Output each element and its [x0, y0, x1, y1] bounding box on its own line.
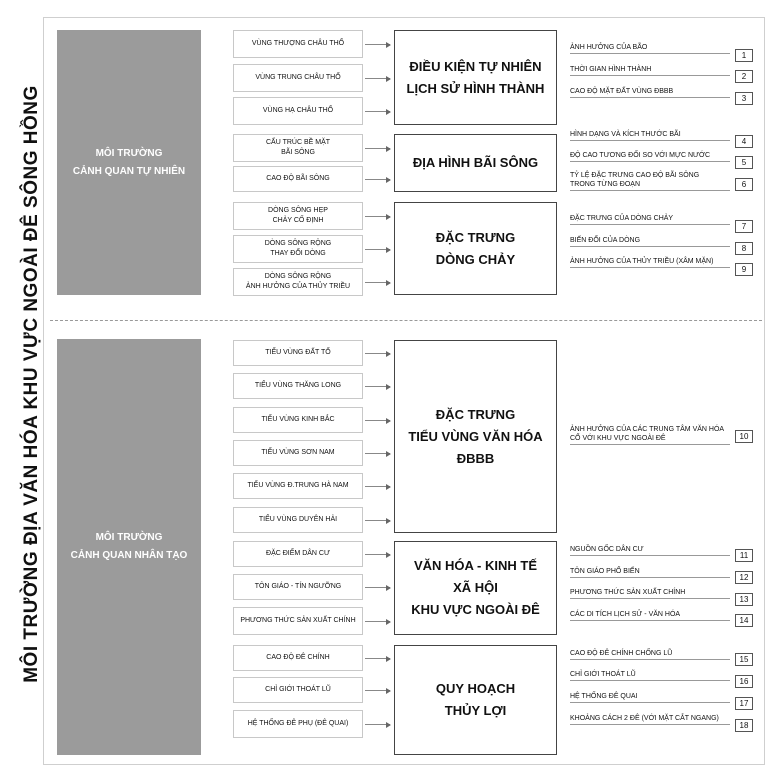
item-number-8: 8 [735, 242, 753, 255]
item-18: KHOẢNG CÁCH 2 ĐÊ (VỚI MẶT CẮT NGANG) [570, 714, 730, 725]
subfactor-lower-delta: VÙNG HẠ CHÂU THỔ [233, 97, 363, 125]
arrow [365, 282, 390, 283]
arrow [365, 486, 390, 487]
item-number-4: 4 [735, 135, 753, 148]
arrow [365, 453, 390, 454]
item-number-12: 12 [735, 571, 753, 584]
item-4: HÌNH DẠNG VÀ KÍCH THƯỚC BÃI [570, 130, 730, 141]
subfactor-duyen-hai: TIỂU VÙNG DUYÊN HẢI [233, 507, 363, 533]
subfactor-thang-long: TIỂU VÙNG THĂNG LONG [233, 373, 363, 399]
env-natural: MÔI TRƯỜNG CẢNH QUAN TỰ NHIÊN [57, 30, 201, 295]
subfactor-bank-elevation: CAO ĐỘ BÃI SÔNG [233, 166, 363, 192]
item-14: CÁC DI TÍCH LỊCH SỬ - VĂN HÓA [570, 610, 730, 621]
category-riverbank-terrain: ĐỊA HÌNH BÃI SÔNG [394, 134, 557, 192]
item-number-7: 7 [735, 220, 753, 233]
arrow [365, 44, 390, 45]
item-number-10: 10 [735, 430, 753, 443]
diagram-title: MÔI TRƯỜNG ĐỊA VĂN HÓA KHU VỰC NGOÀI ĐÊ SÔNG HỒNG [21, 85, 42, 683]
arrow [365, 148, 390, 149]
item-number-16: 16 [735, 675, 753, 688]
subfactor-wide-river-tidal: DÒNG SÔNG RỘNG ẢNH HƯỞNG CỦA THỦY TRIỀU [233, 268, 363, 296]
subfactor-main-dike: CAO ĐỘ ĐÊ CHÍNH [233, 645, 363, 671]
item-15: CAO ĐỘ ĐÊ CHÍNH CHỐNG LŨ [570, 649, 730, 660]
item-1: ẢNH HƯỞNG CỦA BÃO [570, 43, 730, 54]
item-number-1: 1 [735, 49, 753, 62]
item-number-13: 13 [735, 593, 753, 606]
arrow [365, 621, 390, 622]
subfactor-middle-delta: VÙNG TRUNG CHÂU THỔ [233, 64, 363, 92]
item-8: BIẾN ĐỔI CỦA DÒNG [570, 236, 730, 247]
item-number-6: 6 [735, 178, 753, 191]
arrow [365, 179, 390, 180]
category-cultural-subregion: ĐẶC TRƯNG TIỂU VÙNG VĂN HÓA ĐBBB [394, 340, 557, 533]
item-11: NGUỒN GỐC DÂN CƯ [570, 545, 730, 556]
item-2: THỜI GIAN HÌNH THÀNH [570, 65, 730, 76]
arrow [365, 420, 390, 421]
subfactor-flood-line: CHỈ GIỚI THOÁT LŨ [233, 677, 363, 703]
arrow [365, 587, 390, 588]
item-13: PHƯƠNG THỨC SẢN XUẤT CHÍNH [570, 588, 730, 599]
subfactor-secondary-dike: HỆ THỐNG ĐÊ PHỤ (ĐÊ QUAI) [233, 710, 363, 738]
env-manmade: MÔI TRƯỜNG CẢNH QUAN NHÂN TẠO [57, 339, 201, 755]
subfactor-narrow-river: DÒNG SÔNG HẸP CHẢY CỐ ĐỊNH [233, 202, 363, 230]
subfactor-production: PHƯƠNG THỨC SẢN XUẤT CHÍNH [233, 607, 363, 635]
item-7: ĐẶC TRƯNG CỦA DÒNG CHẢY [570, 214, 730, 225]
item-number-2: 2 [735, 70, 753, 83]
arrow [365, 216, 390, 217]
item-number-14: 14 [735, 614, 753, 627]
subfactor-dat-to: TIỂU VÙNG ĐẤT TỔ [233, 340, 363, 366]
item-number-17: 17 [735, 697, 753, 710]
category-flow-features: ĐẶC TRƯNG DÒNG CHẢY [394, 202, 557, 295]
arrow [365, 724, 390, 725]
item-3: CAO ĐỘ MẶT ĐẤT VÙNG ĐBBB [570, 87, 730, 98]
subfactor-bank-surface: CẤU TRÚC BỀ MẶT BÃI SÔNG [233, 134, 363, 162]
arrow [365, 249, 390, 250]
arrow [365, 520, 390, 521]
category-natural-history: ĐIỀU KIỆN TỰ NHIÊN LỊCH SỬ HÌNH THÀNH [394, 30, 557, 125]
category-socio-economic: VĂN HÓA - KINH TẾ XÃ HỘI KHU VỰC NGOÀI ĐÊ [394, 541, 557, 635]
subfactor-kinh-bac: TIỂU VÙNG KINH BẮC [233, 407, 363, 433]
item-16: CHỈ GIỚI THOÁT LŨ [570, 670, 730, 681]
subfactor-religion: TÔN GIÁO - TÍN NGƯỠNG [233, 574, 363, 600]
arrow [365, 554, 390, 555]
item-number-18: 18 [735, 719, 753, 732]
arrow [365, 353, 390, 354]
category-irrigation-planning: QUY HOẠCH THỦY LỢI [394, 645, 557, 755]
item-number-11: 11 [735, 549, 753, 562]
subfactor-son-nam: TIỂU VÙNG SƠN NAM [233, 440, 363, 466]
arrow [365, 386, 390, 387]
item-number-9: 9 [735, 263, 753, 276]
arrow [365, 658, 390, 659]
item-number-3: 3 [735, 92, 753, 105]
item-6: TỶ LỆ ĐẶC TRƯNG CAO ĐỘ BÃI SÔNG TRONG TỪNG ĐOẠN [570, 171, 730, 191]
subfactor-ha-nam: TIỂU VÙNG Đ.TRUNG HÀ NAM [233, 473, 363, 499]
section-divider [50, 320, 762, 321]
subfactor-upper-delta: VÙNG THƯỢNG CHÂU THỔ [233, 30, 363, 58]
item-number-15: 15 [735, 653, 753, 666]
arrow [365, 111, 390, 112]
item-17: HỆ THỐNG ĐÊ QUAI [570, 692, 730, 703]
subfactor-wide-river-shift: DÒNG SÔNG RỘNG THAY ĐỔI DÒNG [233, 235, 363, 263]
arrow [365, 78, 390, 79]
item-5: ĐỘ CAO TƯƠNG ĐỐI SO VỚI MỰC NƯỚC [570, 151, 730, 162]
item-number-5: 5 [735, 156, 753, 169]
item-9: ẢNH HƯỞNG CỦA THỦY TRIỀU (XÂM MẶN) [570, 257, 730, 268]
item-10: ẢNH HƯỞNG CỦA CÁC TRUNG TÂM VĂN HÓA CỔ VỚI KHU VỰC NGOÀI ĐÊ [570, 425, 730, 445]
subfactor-population: ĐẶC ĐIỂM DÂN CƯ [233, 541, 363, 567]
arrow [365, 690, 390, 691]
item-12: TÔN GIÁO PHỔ BIẾN [570, 567, 730, 578]
